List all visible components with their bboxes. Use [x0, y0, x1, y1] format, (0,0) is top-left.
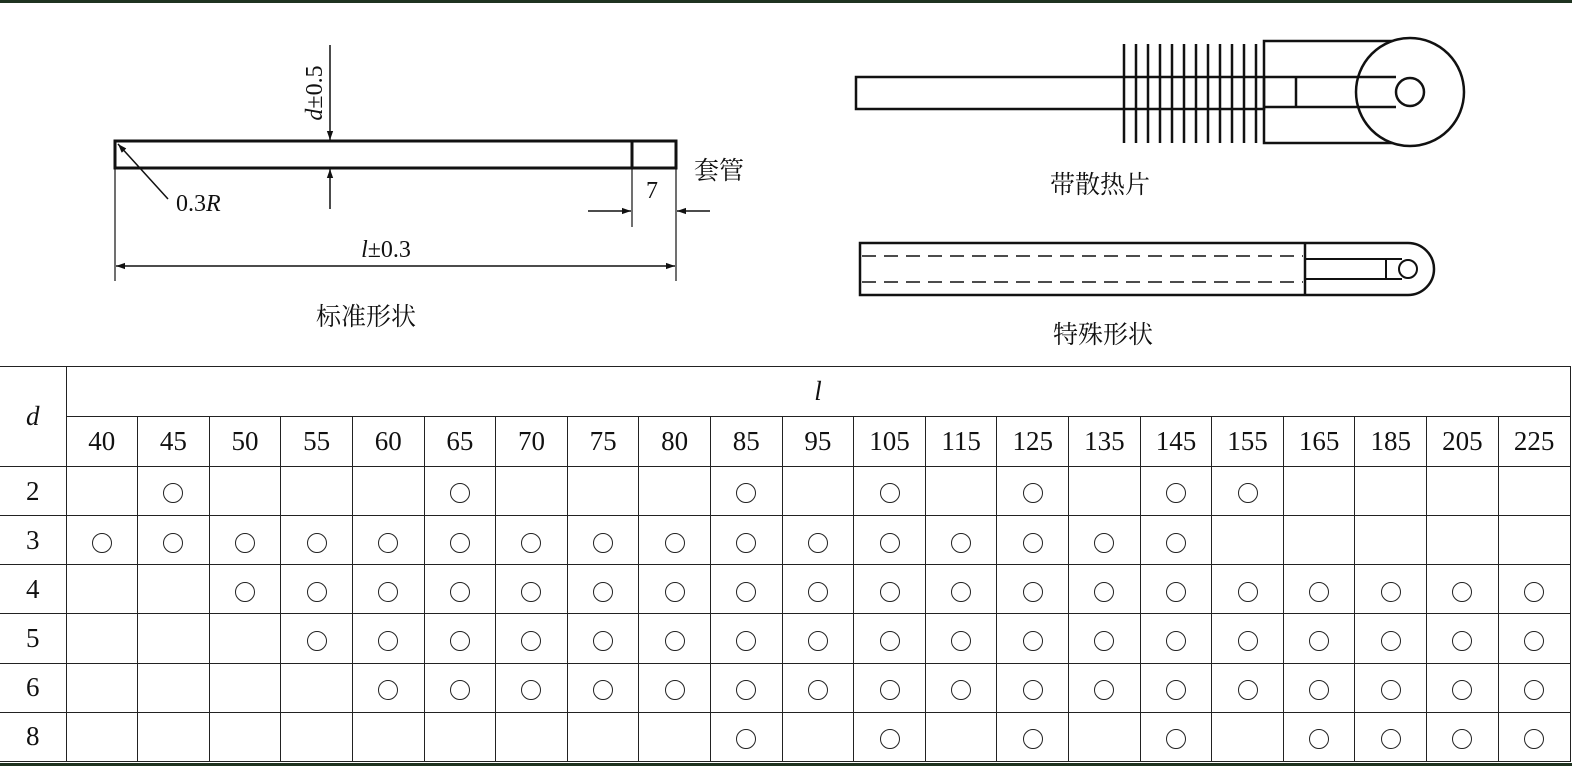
availability-cell [1427, 467, 1499, 516]
standard-shape-drawing [115, 45, 710, 281]
available-mark-icon [307, 533, 327, 553]
availability-cell [1498, 614, 1570, 663]
availability-cell [424, 516, 496, 565]
dim-d-label: d±0.5 [302, 65, 328, 121]
available-mark-icon [1023, 729, 1043, 749]
availability-cell [209, 516, 281, 565]
availability-cell [424, 565, 496, 614]
availability-cell [1069, 516, 1141, 565]
availability-cell [66, 712, 138, 761]
length-header-cell: 135 [1069, 417, 1141, 467]
availability-cell [710, 663, 782, 712]
available-mark-icon [880, 729, 900, 749]
availability-cell [1212, 467, 1284, 516]
heatsink-shape-drawing [856, 38, 1464, 146]
sleeve-length-label: 7 [646, 178, 658, 204]
availability-cell [424, 663, 496, 712]
available-mark-icon [593, 680, 613, 700]
available-mark-icon [92, 533, 112, 553]
availability-cell [782, 614, 854, 663]
availability-cell [1427, 663, 1499, 712]
available-mark-icon [880, 483, 900, 503]
availability-cell [710, 565, 782, 614]
availability-cell [66, 467, 138, 516]
available-mark-icon [1166, 533, 1186, 553]
available-mark-icon [521, 582, 541, 602]
special-shape-caption: 特殊形状 [1052, 320, 1154, 349]
availability-cell [496, 614, 568, 663]
availability-cell [209, 565, 281, 614]
availability-cell [1283, 565, 1355, 614]
length-header-cell: 125 [997, 417, 1069, 467]
row-header-d: d [0, 367, 66, 467]
available-mark-icon [378, 533, 398, 553]
length-header-cell: 65 [424, 417, 496, 467]
availability-cell [567, 614, 639, 663]
length-header-cell: 85 [710, 417, 782, 467]
available-mark-icon [808, 582, 828, 602]
availability-cell [567, 712, 639, 761]
available-mark-icon [1524, 680, 1544, 700]
length-header-cell: 205 [1427, 417, 1499, 467]
availability-cell [352, 663, 424, 712]
availability-cell [639, 516, 711, 565]
availability-cell [997, 712, 1069, 761]
available-mark-icon [1381, 582, 1401, 602]
length-header-cell: 40 [66, 417, 138, 467]
available-mark-icon [1524, 631, 1544, 651]
available-mark-icon [378, 582, 398, 602]
availability-cell [1355, 516, 1427, 565]
available-mark-icon [450, 631, 470, 651]
length-header-cell: 225 [1498, 417, 1570, 467]
availability-cell [209, 663, 281, 712]
dim-l-label: l±0.3 [361, 237, 411, 263]
availability-cell [1498, 516, 1570, 565]
availability-cell [1140, 614, 1212, 663]
available-mark-icon [1023, 483, 1043, 503]
availability-cell [997, 516, 1069, 565]
availability-cell [352, 516, 424, 565]
length-header-cell: 185 [1355, 417, 1427, 467]
availability-cell [710, 712, 782, 761]
availability-cell [567, 467, 639, 516]
availability-cell [925, 712, 997, 761]
availability-cell [997, 663, 1069, 712]
available-mark-icon [1166, 729, 1186, 749]
available-mark-icon [163, 483, 183, 503]
availability-cell [138, 516, 210, 565]
length-header-cell: 75 [567, 417, 639, 467]
available-mark-icon [1309, 582, 1329, 602]
available-mark-icon [880, 582, 900, 602]
availability-cell [1355, 614, 1427, 663]
available-mark-icon [736, 582, 756, 602]
availability-cell [925, 467, 997, 516]
availability-cell [138, 712, 210, 761]
table-header-row [0, 367, 1570, 417]
availability-cell [1355, 565, 1427, 614]
heatsink-caption: 带散热片 [1049, 170, 1151, 199]
available-mark-icon [521, 631, 541, 651]
availability-cell [782, 565, 854, 614]
availability-cell [782, 467, 854, 516]
special-shape-drawing [860, 243, 1434, 295]
availability-cell [1069, 614, 1141, 663]
available-mark-icon [163, 533, 183, 553]
availability-cell [66, 565, 138, 614]
availability-cell [1140, 467, 1212, 516]
availability-cell [424, 467, 496, 516]
availability-cell [854, 565, 926, 614]
available-mark-icon [235, 533, 255, 553]
availability-cell [281, 663, 353, 712]
length-values-row [0, 417, 1570, 467]
availability-cell [1427, 516, 1499, 565]
availability-cell [925, 663, 997, 712]
available-mark-icon [1309, 631, 1329, 651]
available-mark-icon [1094, 680, 1114, 700]
available-mark-icon [951, 680, 971, 700]
table-body [0, 467, 1570, 762]
available-mark-icon [1238, 483, 1258, 503]
diameter-cell: 2 [0, 467, 66, 516]
available-mark-icon [880, 680, 900, 700]
availability-cell [1498, 467, 1570, 516]
available-mark-icon [736, 680, 756, 700]
available-mark-icon [808, 533, 828, 553]
available-mark-icon [593, 582, 613, 602]
availability-cell [1283, 712, 1355, 761]
length-header-cell: 50 [209, 417, 281, 467]
availability-cell [1069, 467, 1141, 516]
availability-cell [138, 614, 210, 663]
availability-cell [496, 663, 568, 712]
availability-cell [1212, 516, 1284, 565]
availability-cell [1140, 516, 1212, 565]
available-mark-icon [1381, 729, 1401, 749]
availability-cell [138, 565, 210, 614]
available-mark-icon [1023, 631, 1043, 651]
availability-cell [1069, 565, 1141, 614]
availability-cell [281, 516, 353, 565]
availability-cell [1069, 663, 1141, 712]
availability-cell [782, 712, 854, 761]
table-row [0, 712, 1570, 761]
length-header-cell: 155 [1212, 417, 1284, 467]
availability-cell [782, 516, 854, 565]
availability-cell [352, 467, 424, 516]
availability-cell [66, 663, 138, 712]
availability-cell [567, 565, 639, 614]
available-mark-icon [808, 680, 828, 700]
availability-cell [997, 614, 1069, 663]
available-mark-icon [880, 533, 900, 553]
availability-cell [281, 467, 353, 516]
size-table [0, 366, 1571, 762]
length-header-cell: 45 [138, 417, 210, 467]
table-row [0, 467, 1570, 516]
available-mark-icon [808, 631, 828, 651]
availability-cell [710, 467, 782, 516]
radius-label: 0.3R [176, 191, 221, 217]
availability-cell [710, 614, 782, 663]
available-mark-icon [1023, 533, 1043, 553]
available-mark-icon [1166, 582, 1186, 602]
availability-cell [281, 712, 353, 761]
availability-cell [1140, 565, 1212, 614]
available-mark-icon [1238, 582, 1258, 602]
availability-cell [1355, 467, 1427, 516]
available-mark-icon [450, 680, 470, 700]
length-header-cell: 60 [352, 417, 424, 467]
available-mark-icon [736, 533, 756, 553]
available-mark-icon [736, 483, 756, 503]
available-mark-icon [736, 631, 756, 651]
availability-cell [1212, 663, 1284, 712]
availability-cell [854, 467, 926, 516]
availability-cell [424, 614, 496, 663]
available-mark-icon [951, 582, 971, 602]
available-mark-icon [736, 729, 756, 749]
availability-cell [209, 467, 281, 516]
availability-cell [639, 467, 711, 516]
availability-cell [567, 663, 639, 712]
available-mark-icon [951, 533, 971, 553]
availability-cell [1498, 663, 1570, 712]
availability-cell [1212, 712, 1284, 761]
available-mark-icon [1166, 631, 1186, 651]
available-mark-icon [1524, 729, 1544, 749]
standard-shape-caption: 标准形状 [315, 302, 417, 331]
availability-cell [496, 565, 568, 614]
availability-cell [138, 663, 210, 712]
available-mark-icon [307, 582, 327, 602]
available-mark-icon [1094, 533, 1114, 553]
availability-cell [496, 516, 568, 565]
technical-drawings [0, 3, 1572, 365]
available-mark-icon [235, 582, 255, 602]
available-mark-icon [1309, 680, 1329, 700]
available-mark-icon [307, 631, 327, 651]
availability-cell [66, 614, 138, 663]
availability-cell [925, 614, 997, 663]
table-row [0, 614, 1570, 663]
availability-cell [1283, 516, 1355, 565]
availability-cell [424, 712, 496, 761]
availability-cell [997, 565, 1069, 614]
availability-cell [639, 712, 711, 761]
availability-cell [1069, 712, 1141, 761]
available-mark-icon [378, 680, 398, 700]
availability-cell [854, 516, 926, 565]
availability-cell [925, 565, 997, 614]
available-mark-icon [1166, 680, 1186, 700]
available-mark-icon [665, 582, 685, 602]
available-mark-icon [521, 533, 541, 553]
available-mark-icon [1166, 483, 1186, 503]
availability-cell [1427, 565, 1499, 614]
availability-cell [639, 565, 711, 614]
availability-cell [1212, 565, 1284, 614]
available-mark-icon [951, 631, 971, 651]
available-mark-icon [665, 680, 685, 700]
available-mark-icon [1238, 680, 1258, 700]
availability-cell [782, 663, 854, 712]
length-header-cell: 70 [496, 417, 568, 467]
available-mark-icon [1524, 582, 1544, 602]
diameter-cell: 6 [0, 663, 66, 712]
diameter-cell: 3 [0, 516, 66, 565]
diameter-cell: 5 [0, 614, 66, 663]
length-header-cell: 145 [1140, 417, 1212, 467]
available-mark-icon [1309, 729, 1329, 749]
availability-cell [1355, 663, 1427, 712]
available-mark-icon [880, 631, 900, 651]
availability-cell [496, 712, 568, 761]
available-mark-icon [450, 533, 470, 553]
length-header-cell: 55 [281, 417, 353, 467]
availability-cell [567, 516, 639, 565]
table-row [0, 516, 1570, 565]
availability-cell [209, 614, 281, 663]
available-mark-icon [1094, 582, 1114, 602]
availability-cell [66, 516, 138, 565]
availability-cell [1427, 712, 1499, 761]
availability-cell [1283, 467, 1355, 516]
available-mark-icon [1023, 582, 1043, 602]
available-mark-icon [1023, 680, 1043, 700]
availability-cell [352, 614, 424, 663]
available-mark-icon [593, 533, 613, 553]
available-mark-icon [593, 631, 613, 651]
availability-cell [281, 614, 353, 663]
availability-cell [352, 712, 424, 761]
available-mark-icon [1452, 631, 1472, 651]
availability-cell [1140, 712, 1212, 761]
available-mark-icon [378, 631, 398, 651]
availability-cell [925, 516, 997, 565]
availability-cell [854, 614, 926, 663]
availability-cell [854, 663, 926, 712]
availability-cell [1427, 614, 1499, 663]
availability-cell [710, 516, 782, 565]
available-mark-icon [1452, 582, 1472, 602]
availability-cell [209, 712, 281, 761]
length-header-cell: 80 [639, 417, 711, 467]
length-header-cell: 115 [925, 417, 997, 467]
available-mark-icon [1452, 680, 1472, 700]
availability-cell [1212, 614, 1284, 663]
diameter-cell: 8 [0, 712, 66, 761]
availability-cell [1498, 565, 1570, 614]
availability-cell [997, 467, 1069, 516]
available-mark-icon [1094, 631, 1114, 651]
sleeve-label: 套管 [694, 156, 745, 185]
length-header-cell: 95 [782, 417, 854, 467]
available-mark-icon [665, 631, 685, 651]
available-mark-icon [1381, 631, 1401, 651]
available-mark-icon [1452, 729, 1472, 749]
availability-cell [854, 712, 926, 761]
available-mark-icon [450, 483, 470, 503]
availability-cell [496, 467, 568, 516]
availability-cell [1355, 712, 1427, 761]
availability-cell [639, 614, 711, 663]
availability-cell [138, 467, 210, 516]
col-header-l: l [66, 367, 1570, 417]
length-header-cell: 105 [854, 417, 926, 467]
availability-cell [281, 565, 353, 614]
length-header-cell: 165 [1283, 417, 1355, 467]
table-row [0, 565, 1570, 614]
available-mark-icon [450, 582, 470, 602]
availability-cell [1498, 712, 1570, 761]
availability-cell [352, 565, 424, 614]
available-mark-icon [521, 680, 541, 700]
available-mark-icon [1238, 631, 1258, 651]
available-mark-icon [665, 533, 685, 553]
available-mark-icon [1381, 680, 1401, 700]
diameter-cell: 4 [0, 565, 66, 614]
availability-cell [1283, 614, 1355, 663]
availability-cell [639, 663, 711, 712]
availability-cell [1140, 663, 1212, 712]
table-row [0, 663, 1570, 712]
availability-cell [1283, 663, 1355, 712]
